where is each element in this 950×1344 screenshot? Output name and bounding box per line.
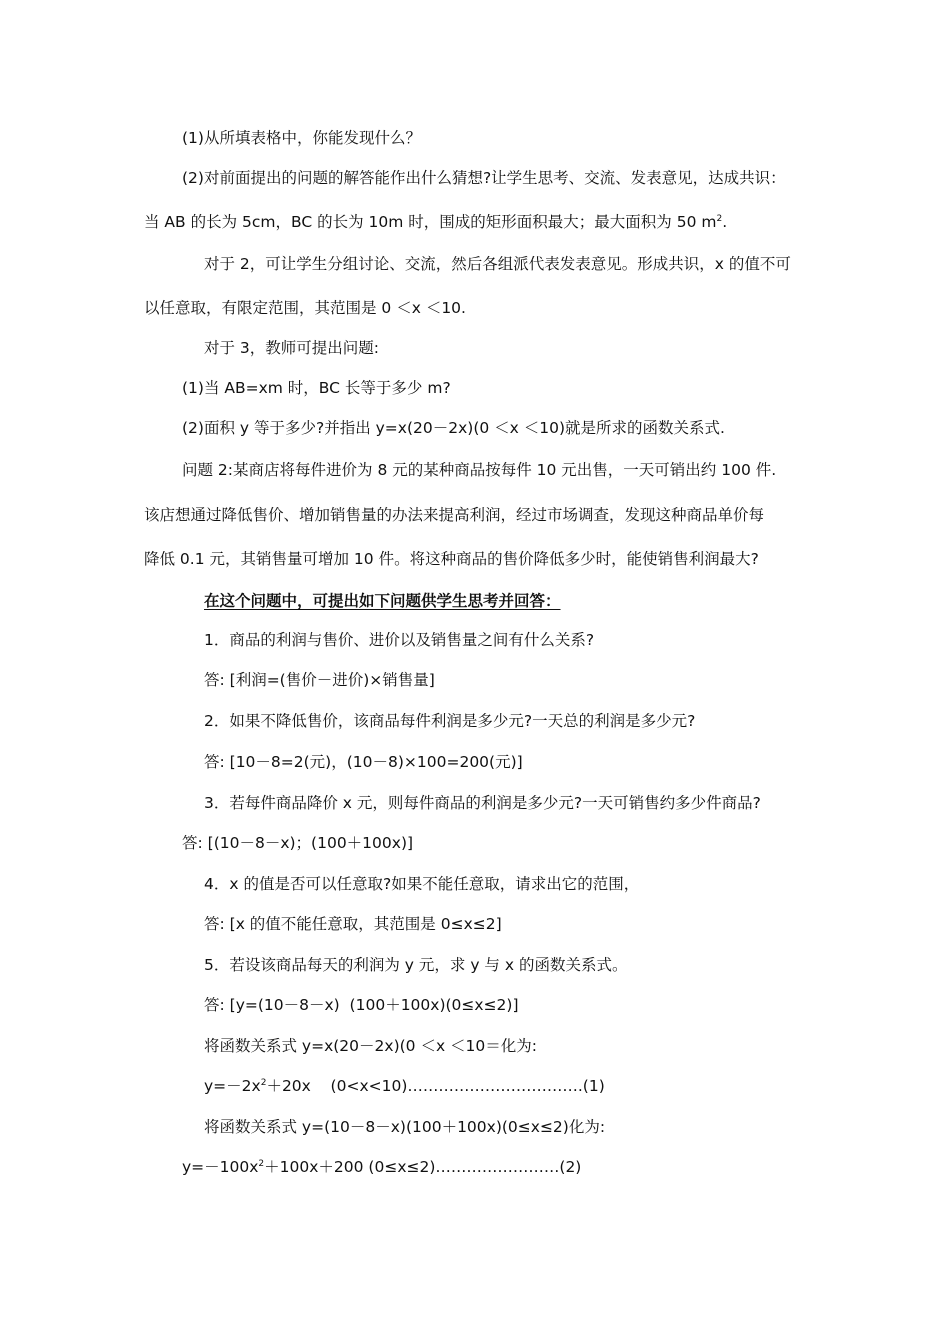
answer-line: 答: [利润=(售价－进价)×销售量]	[204, 671, 435, 689]
text-span: y=－100x	[182, 1158, 259, 1176]
text-line: (2)面积 y 等于多少?并指出 y=x(20－2x)(0 ＜x ＜10)就是所求的函数关系式.	[182, 419, 725, 437]
superscript: 2	[716, 214, 723, 224]
text-line	[144, 212, 727, 232]
text-line: (1)当 AB=xm 时，BC 长等于多少 m?	[182, 379, 451, 397]
question-item: 1．商品的利润与售价、进价以及销售量之间有什么关系?	[204, 631, 595, 649]
text-span: ＋20x (0<x<10)…………………………….(1)	[266, 1077, 605, 1095]
text-line: 该店想通过降低售价、增加销售量的办法来提高利润，经过市场调查，发现这种商品单价每	[144, 506, 765, 524]
equation-line	[204, 1076, 605, 1096]
superscript: 2	[260, 1078, 267, 1088]
question-item: 4．x 的值是否可以任意取?如果不能任意取，请求出它的范围，	[204, 875, 640, 893]
section-heading: 在这个问题中，可提出如下问题供学生思考并回答：	[204, 592, 561, 610]
text-span: y=－2x	[204, 1077, 261, 1095]
text-line: 对于 2，可让学生分组讨论、交流，然后各组派代表发表意见。形成共识，x 的值不可	[204, 255, 791, 273]
text-line: 以任意取，有限定范围，其范围是 0 ＜x ＜10.	[144, 299, 466, 317]
answer-line: 答: [y=(10－8－x) (100＋100x)(0≤x≤2)]	[204, 996, 519, 1014]
question-item: 2．如果不降低售价，该商品每件利润是多少元?一天总的利润是多少元?	[204, 712, 696, 730]
answer-line: 答: [10－8=2(元)，(10－8)×100=200(元)]	[204, 753, 523, 771]
superscript: 2	[258, 1159, 265, 1169]
text-line: 将函数关系式 y=x(20－2x)(0 ＜x ＜10＝化为:	[204, 1037, 537, 1055]
text-line: 将函数关系式 y=(10－8－x)(100＋100x)(0≤x≤2)化为:	[204, 1118, 606, 1136]
equation-line	[182, 1157, 581, 1177]
answer-line: 答: [x 的值不能任意取，其范围是 0≤x≤2]	[204, 915, 502, 933]
text-line: (2)对前面提出的问题的解答能作出什么猜想?让学生思考、交流、发表意见，达成共识：	[182, 169, 786, 187]
question-item: 5．若设该商品每天的利润为 y 元，求 y 与 x 的函数关系式。	[204, 956, 628, 974]
text-line: 降低 0.1 元，其销售量可增加 10 件。将这种商品的售价降低多少时，能使销售利润最大?	[144, 550, 759, 568]
text-span: .	[722, 213, 728, 231]
text-line: (1)从所填表格中，你能发现什么？	[182, 129, 421, 147]
question-item: 3．若每件商品降价 x 元，则每件商品的利润是多少元?一天可销售约多少件商品?	[204, 794, 761, 812]
text-span: 当 AB 的长为 5cm，BC 的长为 10m 时，围成的矩形面积最大；最大面积为 50 m	[144, 213, 717, 231]
text-line: 问题 2:某商店将每件进价为 8 元的某种商品按每件 10 元出售，一天可销出约 100 件.	[182, 461, 777, 479]
text-span: ＋100x＋200 (0≤x≤2)……………………(2)	[264, 1158, 582, 1176]
text-line: 对于 3，教师可提出问题:	[204, 339, 380, 357]
answer-line: 答: [(10－8－x)；(100＋100x)]	[182, 834, 414, 852]
